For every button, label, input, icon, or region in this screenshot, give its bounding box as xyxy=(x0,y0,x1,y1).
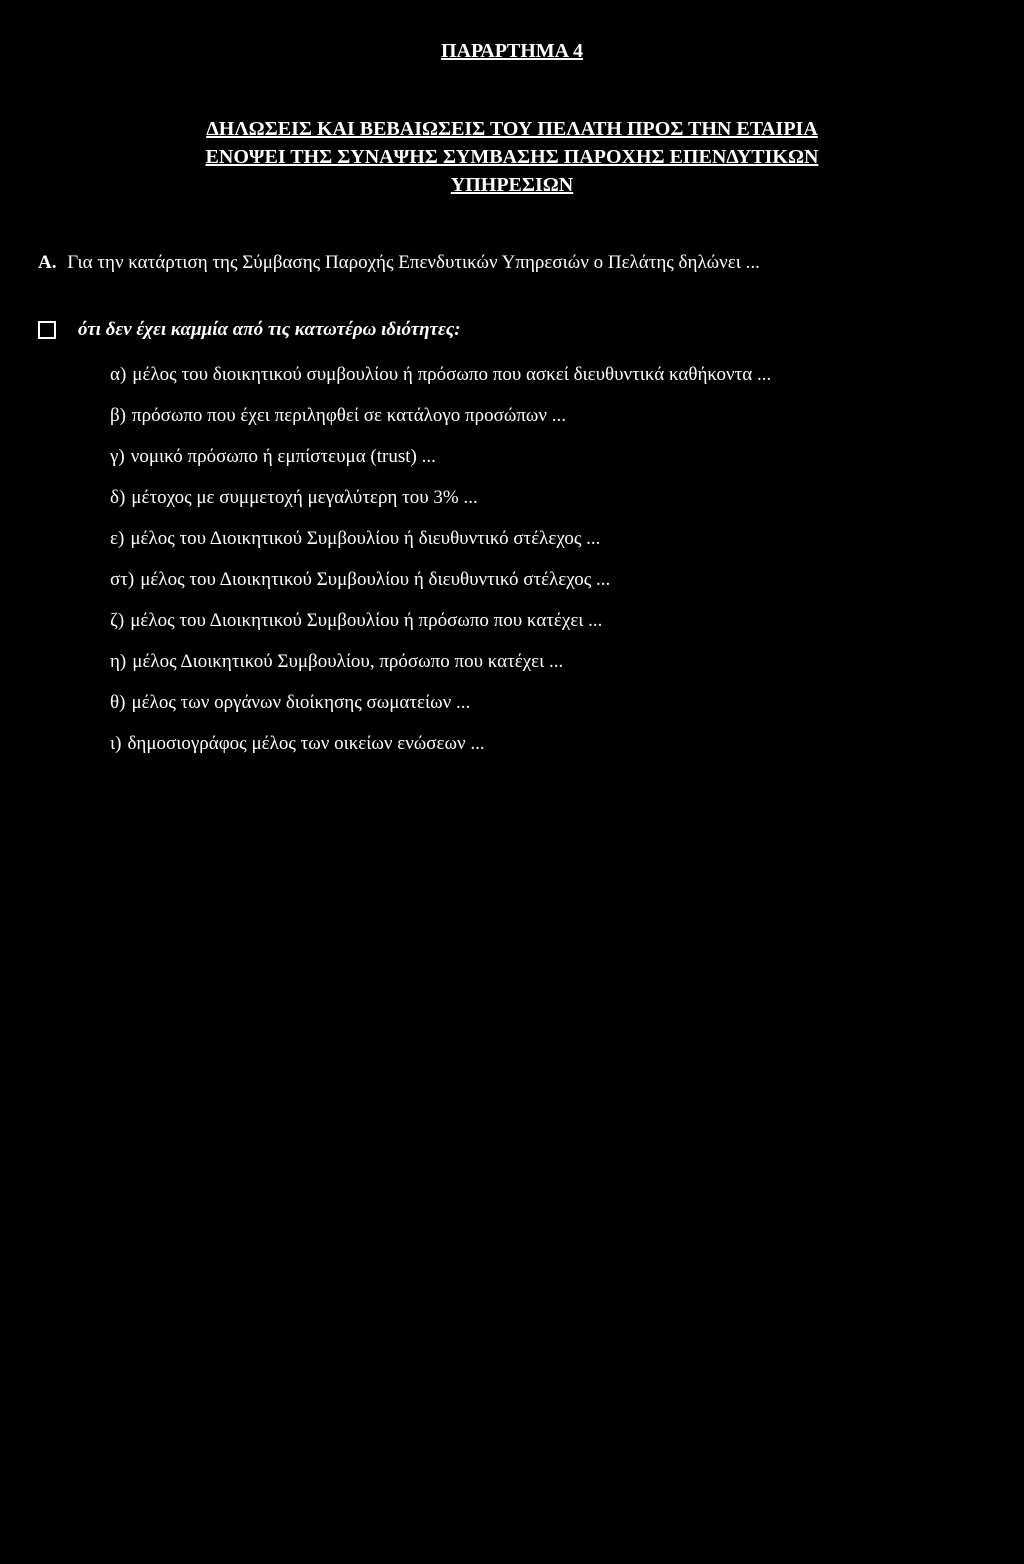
document-heading xyxy=(38,115,986,199)
clause-text: δημοσιογράφος μέλος των οικείων ενώσεων ... xyxy=(127,733,485,754)
clause-list xyxy=(38,361,986,757)
clause-text: μέλος του Διοικητικού Συμβουλίου ή διευθυντικό στέλεχος ... xyxy=(130,528,601,549)
clause-text: μέλος του Διοικητικού Συμβουλίου ή διευθυντικό στέλεχος ... xyxy=(140,569,611,590)
heading-line: ΔΗΛΩΣΕΙΣ ΚΑΙ ΒΕΒΑΙΩΣΕΙΣ ΤΟΥ ΠΕΛΑΤΗ ΠΡΟΣ ΤΗΝ ΕΤΑΙΡΙΑ xyxy=(206,118,818,140)
intro-paragraph xyxy=(38,249,986,276)
clause-label: α) xyxy=(110,364,127,385)
clause-item xyxy=(38,730,986,757)
clause-label: ζ) xyxy=(110,610,125,631)
clause-text: πρόσωπο που έχει περιληφθεί σε κατάλογο προσώπων ... xyxy=(132,405,567,426)
document-title: ΠΑΡΑΡΤΗΜΑ 4 xyxy=(440,40,584,62)
clause-item xyxy=(38,443,986,470)
clause-item xyxy=(38,525,986,552)
clause-label: στ) xyxy=(110,569,135,590)
clause-label: ι) xyxy=(110,733,122,754)
clause-item xyxy=(38,607,986,634)
declaration-option-text: ότι δεν έχει καμμία από τις κατωτέρω ιδιότητες: xyxy=(78,319,461,340)
clause-text: μέλος των οργάνων διοίκησης σωματείων ... xyxy=(131,692,471,713)
clause-label: γ) xyxy=(110,446,125,467)
clause-item xyxy=(38,484,986,511)
clause-label: β) xyxy=(110,405,126,426)
clause-item xyxy=(38,566,986,593)
intro-label: Α. xyxy=(38,252,57,273)
clause-label: δ) xyxy=(110,487,126,508)
clause-text: νομικό πρόσωπο ή εμπίστευμα (trust) ... xyxy=(130,446,436,467)
clause-text: μέλος του Διοικητικού Συμβουλίου ή πρόσωπο που κατέχει ... xyxy=(130,610,603,631)
clause-label: θ) xyxy=(110,692,126,713)
clause-item xyxy=(38,361,986,388)
clause-label: η) xyxy=(110,651,127,672)
clause-label: ε) xyxy=(110,528,125,549)
declaration-option[interactable] xyxy=(38,316,986,343)
intro-text: Για την κατάρτιση της Σύμβασης Παροχής Επενδυτικών Υπηρεσιών ο Πελάτης δηλώνει ... xyxy=(67,252,760,273)
clause-text: μέλος Διοικητικού Συμβουλίου, πρόσωπο που κατέχει ... xyxy=(132,651,564,672)
clause-item xyxy=(38,648,986,675)
heading-line: ΕΝΟΨΕΙ ΤΗΣ ΣΥΝΑΨΗΣ ΣΥΜΒΑΣΗΣ ΠΑΡΟΧΗΣ ΕΠΕΝΔΥΤΙΚΩΝ xyxy=(205,146,819,168)
clause-text: μέτοχος με συμμετοχή μεγαλύτερη του 3% ... xyxy=(131,487,478,508)
clause-item xyxy=(38,402,986,429)
clause-item xyxy=(38,689,986,716)
clause-text: μέλος του διοικητικού συμβουλίου ή πρόσωπο που ασκεί διευθυντικά καθήκοντα ... xyxy=(132,364,772,385)
heading-line: ΥΠΗΡΕΣΙΩΝ xyxy=(450,174,574,196)
declaration-checkbox[interactable] xyxy=(38,321,56,339)
